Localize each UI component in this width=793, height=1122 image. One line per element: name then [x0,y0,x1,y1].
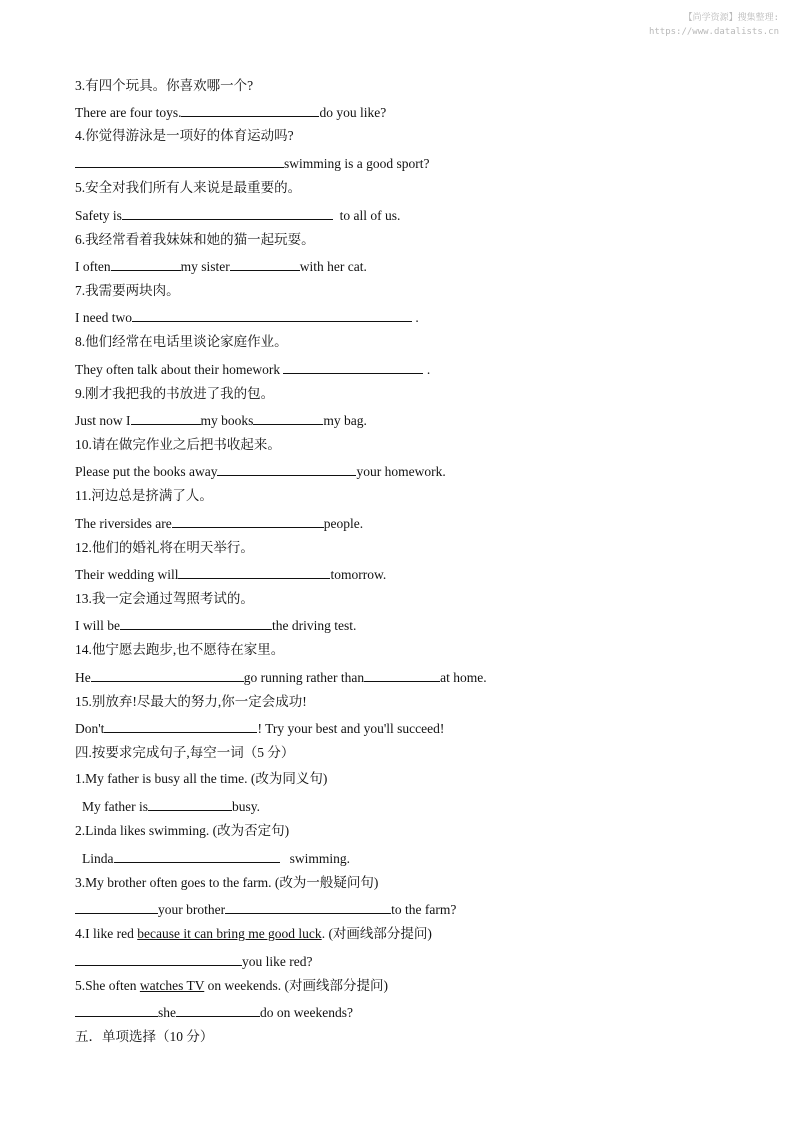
q12-english: Their wedding will tomorrow. [75,567,387,582]
q3-chinese: 3.有四个玩具。你喜欢哪一个? [75,78,254,93]
answer-blank[interactable] [122,207,333,220]
answer-blank[interactable] [131,412,201,425]
q5-chinese: 5.安全对我们所有人来说是最重要的。 [75,180,302,195]
answer-blank[interactable] [111,258,181,271]
answer-blank[interactable] [225,901,391,914]
answer-blank[interactable] [75,953,242,966]
p4-q5-prompt: 5.She often watches TV on weekends. (对画线部分提问) [75,978,388,993]
p4-q3-answer: your brother to the farm? [75,901,456,918]
q5-english: Safety is to all of us. [75,208,401,223]
answer-blank[interactable] [283,361,423,374]
answer-blank[interactable] [176,1004,260,1017]
q15-chinese: 15.别放弃!尽最大的努力,你一定会成功! [75,694,307,709]
q3-english: There are four toys. do you like? [75,105,387,120]
p4-q1-answer: My father is busy. [82,799,260,814]
underlined-phrase: watches TV [139,978,205,993]
watermark-line2: https://www.datalists.cn [648,27,779,37]
p4-q4-answer: you like red? [75,953,312,970]
answer-blank[interactable] [75,155,284,168]
answer-blank[interactable] [364,669,440,682]
watermark-line1: 【尚学资源】搜集整理: [683,13,779,23]
q4-chinese: 4.你觉得游泳是一项好的体育运动吗? [75,128,294,143]
q8-english: They often talk about their homework . [75,362,431,377]
answer-blank[interactable] [181,104,319,117]
q11-chinese: 11.河边总是挤满了人。 [75,488,213,503]
p4-q4-prompt: 4.I like red because it can bring me good luck. (对画线部分提问) [75,926,432,941]
answer-blank[interactable] [230,258,300,271]
answer-blank[interactable] [172,515,324,528]
q7-chinese: 7.我需要两块肉。 [75,283,180,298]
p4-q2-answer: Linda swimming. [82,851,351,866]
q13-english: I will be the driving test. [75,618,357,633]
part4-heading: 四.按要求完成句子,每空一词（5 分） [75,745,295,760]
q12-chinese: 12.他们的婚礼将在明天举行。 [75,540,254,555]
answer-blank[interactable] [217,463,356,476]
q8-chinese: 8.他们经常在电话里谈论家庭作业。 [75,334,288,349]
q10-english: Please put the books away your homework. [75,464,446,479]
underlined-phrase: because it can bring me good luck [137,926,322,941]
part5-heading: 五．单项选择（10 分） [75,1029,214,1044]
p4-q3-prompt: 3.My brother often goes to the farm. (改为一般疑问句) [75,875,379,890]
answer-blank[interactable] [75,901,158,914]
q6-chinese: 6.我经常看着我妹妹和她的猫一起玩耍。 [75,232,315,247]
answer-blank[interactable] [148,798,232,811]
answer-blank[interactable] [132,309,412,322]
answer-blank[interactable] [91,669,244,682]
watermark [649,11,779,39]
q6-english: I often my sister with her cat. [75,259,367,274]
q9-chinese: 9.刚才我把我的书放进了我的包。 [75,386,275,401]
q15-english: Don't ! Try your best and you'll succeed! [75,721,445,736]
p4-q1-prompt: 1.My father is busy all the time. (改为同义句) [75,771,328,786]
q10-chinese: 10.请在做完作业之后把书收起来。 [75,437,281,452]
answer-blank[interactable] [75,1004,158,1017]
answer-blank[interactable] [120,617,272,630]
answer-blank[interactable] [114,850,280,863]
q14-english: He go running rather than at home. [75,670,487,685]
p4-q5-answer: she do on weekends? [75,1004,353,1021]
q13-chinese: 13.我一定会通过驾照考试的。 [75,591,254,606]
answer-blank[interactable] [253,412,323,425]
q4-english: swimming is a good sport? [75,155,430,172]
p4-q2-prompt: 2.Linda likes swimming. (改为否定句) [75,823,290,838]
q9-english: Just now I my books my bag. [75,413,367,428]
q11-english: The riversides are people. [75,516,364,531]
answer-blank[interactable] [104,720,257,733]
q7-english: I need two . [75,310,419,325]
q14-chinese: 14.他宁愿去跑步,也不愿待在家里。 [75,642,285,657]
answer-blank[interactable] [178,566,330,579]
